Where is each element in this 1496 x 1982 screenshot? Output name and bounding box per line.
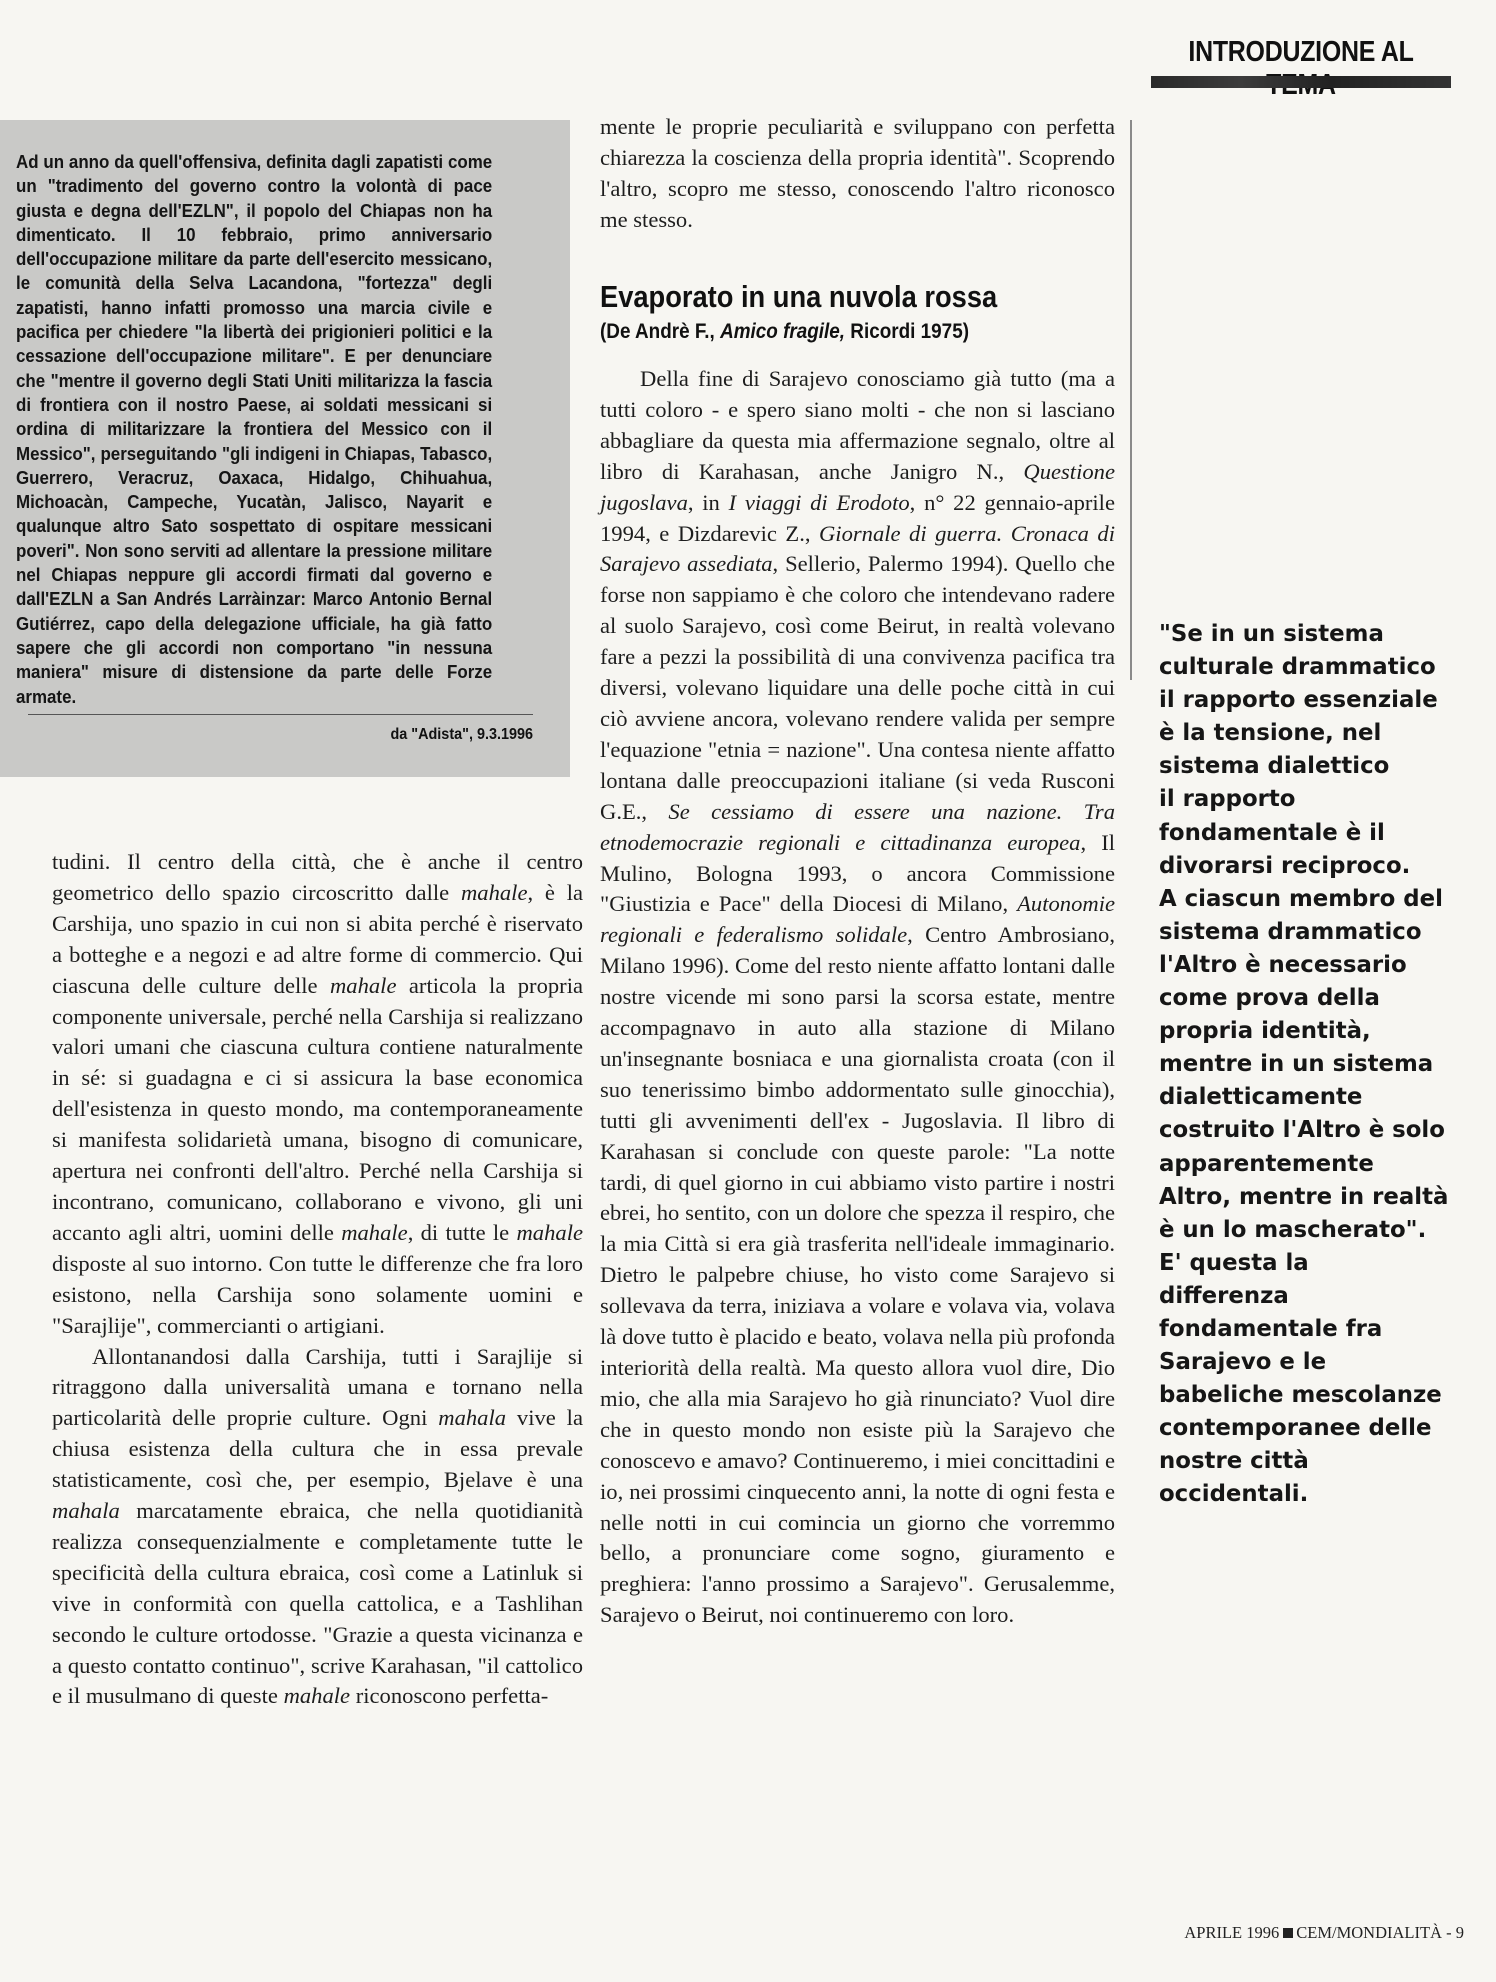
pull-quote-line: Sarajevo e le — [1159, 1348, 1327, 1376]
pull-quote-line: babeliche mescolanze — [1159, 1381, 1442, 1409]
pull-quote-line: E' questa la — [1159, 1248, 1309, 1276]
article-paragraph: tudini. Il centro della città, che è anche il centro geometrico dello spazio circoscritto dalle mahale, è la Carshija, uno spazio in cui non si abita perché è riservato a botteghe e a negozi e ad altre forme di commercio. Qui ciascuna delle culture delle mahale articola la propria componente universale, perché nella Carshija si realizzano valori umani che ciascuna cultura contiene naturalmente in sé: si guadagna e ci si assicura la base economica dell'esistenza in questo mondo, ma contemporaneamente si manifesta solidarietà umana, bisogno di comunicare, apertura nei confronti dell'altro. Perché nella Carshija si incontrano, comunicano, collaborano e vivono, gli uni accanto agli altri, uomini delle mahale, di tutte le mahale disposte al suo intorno. Con tutte le differenze che fra loro esistono, nella Carshija sono solamente uomini e "Sarajlije", commercianti o artigiani. — [52, 849, 584, 1338]
pull-quote-line: il rapporto — [1159, 785, 1296, 813]
sidebar-box-rule — [28, 714, 533, 715]
pull-quote-line: "Se in un sistema — [1159, 620, 1384, 647]
pull-quote-line: fondamentale fra — [1159, 1314, 1383, 1342]
pull-quote-line: è la tensione, nel — [1159, 719, 1382, 747]
article-column-right — [600, 364, 1115, 1631]
footer-page-number: - 9 — [1446, 1923, 1464, 1942]
section-title-bar — [1151, 76, 1451, 88]
pull-quote-line: dialetticamente — [1159, 1083, 1363, 1111]
section-title: INTRODUZIONE AL — [1188, 36, 1414, 68]
pull-quote-line: costruito l'Altro è solo — [1159, 1116, 1445, 1144]
pull-quote-line: fondamentale è il — [1159, 818, 1385, 846]
pull-quote-line: l'Altro è necessario — [1159, 950, 1407, 978]
page-footer — [1130, 1923, 1464, 1943]
article-column-right-top — [600, 112, 1115, 236]
pull-quote-line: divorarsi reciproco. — [1159, 851, 1411, 879]
pull-quote-line: occidentali. — [1159, 1480, 1309, 1508]
article-subheading-citation: (De Andrè F., Amico fragile, Ricordi 1975) — [600, 320, 970, 343]
article-subheading: Evaporato in una nuvola rossa — [600, 279, 998, 314]
pull-quote-line: sistema drammatico — [1159, 917, 1422, 945]
sidebar-box-source: da "Adista", 9.3.1996 — [390, 726, 533, 743]
pull-quote-line: sistema dialettico — [1159, 752, 1390, 780]
footer-square-icon — [1283, 1928, 1293, 1938]
pull-quote-line: come prova della — [1159, 984, 1380, 1012]
pull-quote — [1159, 617, 1453, 1511]
column-divider — [1130, 120, 1132, 680]
pull-quote-line: culturale drammatico — [1159, 653, 1436, 681]
pull-quote-line: nostre città — [1159, 1447, 1309, 1475]
footer-magazine: CEM/MONDIALITÀ — [1296, 1923, 1442, 1942]
pull-quote-line: è un lo mascherato". — [1159, 1215, 1427, 1243]
article-paragraph: Allontanandosi dalla Carshija, tutti i Sarajlije si ritraggono dalla universalità umana e tornano nella particolarità delle proprie culture. Ogni mahala vive la chiusa esistenza della cultura che in essa prevale statisticamente, così che, per esempio, Bjelave è una mahala marcatamente ebraica, che nella quotidianità realizza consequenzialmente e completamente tutte le specificità della cultura ebraica, così come a Latinluk si vive in conformità con quella cattolica, e a Tashlihan secondo le culture ortodosse. "Grazie a questa vicinanza e a questo contatto continuo", scrive Karahasan, "il cattolico e il musulmano di queste mahale riconoscono perfetta- — [52, 1343, 583, 1709]
article-paragraph: Della fine di Sarajevo conosciamo già tutto (ma a tutti coloro - e spero siano molti - che non si lasciano abbagliare da questa mia affermazione segnalo, oltre al libro di Karahasan, anche Janigro N., Questione jugoslava, in I viaggi di Erodoto, n° 22 gennaio-aprile 1994, e Dizdarevic Z., Giornale di guerra. Cronaca di Sarajevo assediata, Sellerio, Palermo 1994). Quello che forse non sappiamo è che coloro che intendevano radere al suolo Sarajevo, così come Beirut, in realtà volevano fare a pezzi la possibilità di una convivenza pacifica tra diversi, volevano liquidare una delle poche città in cui ciò avviene ancora, volevano rendere valida per sempre l'equazione "etnia = nazione". Una contesa niente affatto lontana dalle preoccupazioni italiane (si veda Rusconi G.E., Se cessiamo di essere una nazione. Tra etnodemocrazie regionali e cittadinanza europea, Il Mulino, Bologna 1993, o ancora Commissione "Giustizia e Pace" della Diocesi di Milano, Autonomie regionali e federalismo solidale, Centro Ambrosiano, Milano 1996). Come del resto niente affatto lontani dalle nostre vicende mi sono parsi la scorsa estate, mentre accompagnavo in auto alla stazione di Milano un'insegnante bosniaca e una giornalista croata (con il suo tenerissimo bimbo addormentato sulle ginocchia), tutti gli avvenimenti dell'ex - Jugoslavia. Il libro di Karahasan si conclude con queste parole: "La notte tardi, di quel giorno in cui abbiamo visto partire i nostri ebrei, ho sentito, con un dolore che spezza il respiro, che la mia Città si era già trasferita nell'ideale immaginario. Dietro le palpebre chiuse, ho visto come Sarajevo si sollevava da terra, iniziava a volare e volava via, volava là dove tutto è placido e beato, volava nella più profonda interiorità della realtà. Ma questo allora vuol dire, Dio mio, che alla mia Sarajevo ho già rinunciato? Vuol dire che in questo mondo non esiste più la Sarajevo che conoscevo e amavo? Continueremo, i miei concittadini e io, nei prossimi cinquecento anni, la notte di ogni festa e nelle notti in cui comincia un giorno che vorremmo bello, a pronunciare come sogno, giuramento e preghiera: l'anno prossimo a Sarajevo". Gerusalemme, Sarajevo o Beirut, noi continueremo con loro. — [600, 366, 1115, 1628]
footer-date: APRILE 1996 — [1184, 1923, 1280, 1942]
article-paragraph: mente le proprie peculiarità e sviluppano con perfetta chiarezza la coscienza della propria identità". Scoprendo l'altro, scopro me stesso, conoscendo l'altro riconosco me stesso. — [600, 114, 1115, 232]
pull-quote-line: mentre in un sistema — [1159, 1050, 1434, 1078]
sidebar-box-text: Ad un anno da quell'offensiva, definita dagli zapatisti come un "tradimento del governo contro la volontà di pace giusta e degna dell'EZLN", il popolo del Chiapas non ha dimenticato. Il 10 febbraio, primo anniversario dell'occupazione militare da parte dell'esercito messicano, le comunità della Selva Lacandona, "fortezza" degli zapatisti, hanno infatti promosso una marcia civile e pacifica per chiedere "la libertà dei prigionieri politici e la cessazione dell'occupazione militare". E per denunciare che "mentre il governo degli Stati Uniti militarizza la fascia di frontiera con il nostro Paese, ai soldati messicani si ordina di militarizzare la frontiera del Messico con il Messico", perseguitando "gli indigeni in Chiapas, Tabasco, Guerrero, Veracruz, Oaxaca, Hidalgo, Chihuahua, Michoacàn, Campeche, Yucatàn, Jalisco, Nayarit e qualunque altro Sato sospettato di ospitare messicani poveri". Non sono serviti ad allentare la pressione militare nel Chiapas neppure gli accordi firmati dal governo e dall'EZLN a San Andrés Larràinzar: Marco Antonio Bernal Gutiérrez, capo della delegazione ufficiale, ha già fatto sapere che gli accordi non comportano "in nessuna maniera" misure di distensione da parte delle Forze armate. — [16, 152, 493, 707]
pull-quote-line: differenza — [1159, 1281, 1289, 1309]
pull-quote-line: Altro, mentre in realtà — [1159, 1182, 1449, 1210]
pull-quote-line: propria identità, — [1159, 1017, 1371, 1045]
pull-quote-line: apparentemente — [1159, 1149, 1374, 1177]
pull-quote-line: il rapporto essenziale — [1159, 686, 1438, 714]
pull-quote-line: contemporanee delle — [1159, 1414, 1432, 1442]
article-column-left — [52, 847, 583, 1712]
pull-quote-line: A ciascun membro del — [1159, 884, 1443, 912]
